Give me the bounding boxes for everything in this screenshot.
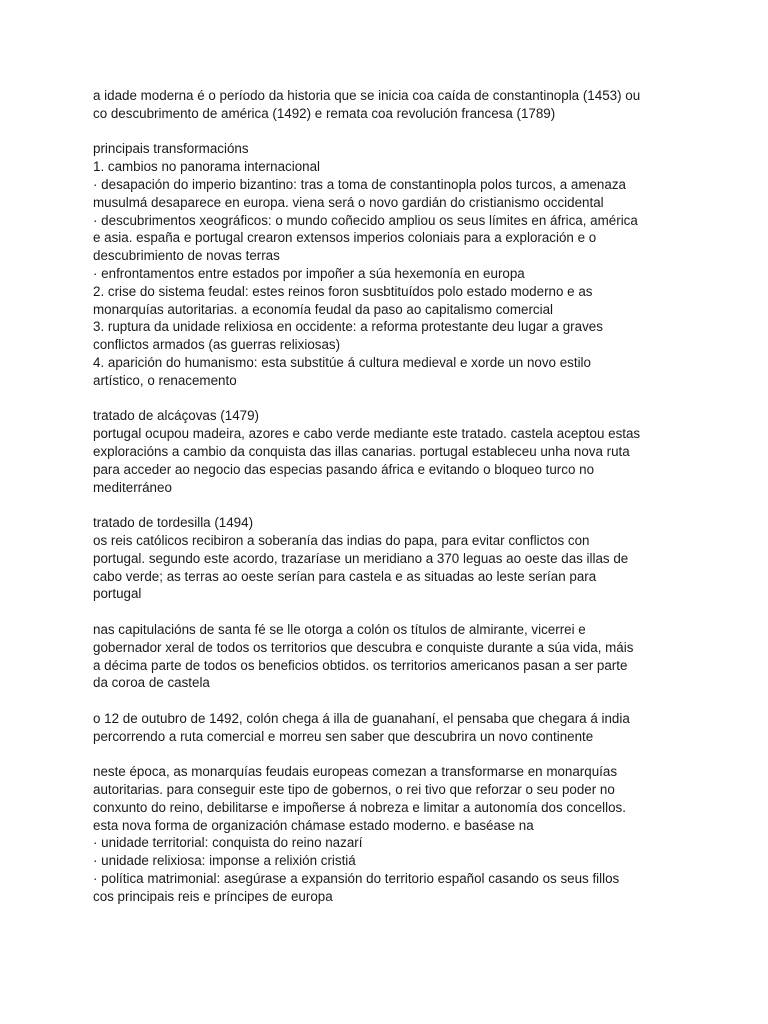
text-line: co descubrimento de américa (1492) e remata coa revolución francesa (1789) <box>93 105 556 121</box>
text-line: cabo verde; as terras ao oeste serían para castela e as situadas ao leste serían para <box>93 568 597 584</box>
text-line: · unidade territorial: conquista do reino nazarí <box>93 835 363 851</box>
text-line: portugal <box>93 586 142 602</box>
text-line: 3. ruptura da unidade relixiosa en occidente: a reforma protestante deu lugar a graves <box>93 319 603 335</box>
text-line: da coroa de castela <box>93 675 210 691</box>
text-line: autoritarias. para conseguir este tipo de gobernos, o rei tivo que reforzar o seu poder no <box>93 782 615 798</box>
text-line: artístico, o renacemento <box>93 372 237 388</box>
text-line: musulmá desaparece en europa. viena será o novo gardián do cristianismo occidental <box>93 194 604 210</box>
section-heading: tratado de alcáçovas (1479) <box>93 408 259 424</box>
text-line: · desapación do imperio bizantino: tras a toma de constantinopla polos turcos, a amenaza <box>93 176 626 192</box>
text-line: esta nova forma de organización chámase estado moderno. e baséase na <box>93 817 534 833</box>
text-line: o 12 de outubro de 1492, colón chega á illa de guanahaní, el pensaba que chegara á india <box>93 710 630 726</box>
text-line: monarquías autoritarias. a economía feudal da paso ao capitalismo comercial <box>93 301 553 317</box>
document-page <box>93 87 693 923</box>
text-line: percorrendo a ruta comercial e morreu sen saber que descubrira un novo continente <box>93 728 594 744</box>
text-line: nas capitulacións de santa fé se lle otorga a colón os títulos de almirante, vicerrei e <box>93 621 586 637</box>
text-line: a idade moderna é o período da historia que se inicia coa caída de constantinopla (1453) ou <box>93 88 641 103</box>
santa-fe-paragraph <box>93 621 693 692</box>
text-line: 4. aparición do humanismo: esta substitúe á cultura medieval e xorde un novo estilo <box>93 354 591 370</box>
monarchies-paragraph <box>93 763 693 905</box>
text-line: · enfrontamentos entre estados por impoñer a súa hexemonía en europa <box>93 265 525 281</box>
text-line: e asia. españa e portugal crearon extensos imperios coloniais para a exploración e o <box>93 230 597 246</box>
text-line: portugal. segundo este acordo, trazaríase un meridiano a 370 leguas ao oeste das illas de <box>93 550 629 566</box>
section-heading: tratado de tordesilla (1494) <box>93 515 254 531</box>
guanahani-paragraph <box>93 710 693 746</box>
tordesillas-section <box>93 514 693 603</box>
text-line: os reis católicos recibiron a soberanía das indias do papa, para evitar conflictos con <box>93 532 590 548</box>
text-line: cos principais reis e príncipes de europa <box>93 888 333 904</box>
intro-paragraph <box>93 87 693 123</box>
text-line: conflictos armados (as guerras relixiosas) <box>93 337 341 353</box>
transformations-section <box>93 140 693 389</box>
text-line: portugal ocupou madeira, azores e cabo verde mediante este tratado. castela aceptou estas <box>93 426 641 442</box>
text-line: neste época, as monarquías feudais europeas comezan a transformarse en monarquías <box>93 764 618 780</box>
text-line: 2. crise do sistema feudal: estes reinos foron susbtituídos polo estado moderno e as <box>93 283 593 299</box>
section-heading: principais transformacións <box>93 141 249 157</box>
text-line: 1. cambios no panorama internacional <box>93 159 321 175</box>
text-line: · descubrimentos xeográficos: o mundo coñecido ampliou os seus límites en áfrica, américa <box>93 212 638 228</box>
text-line: conxunto do reino, debilitarse e impoñerse á nobreza e limitar a autonomía dos concellos. <box>93 799 626 815</box>
text-line: a décima parte de todos os beneficios obtidos. os territorios americanos pasan a ser parte <box>93 657 628 673</box>
text-line: · política matrimonial: asegúrase a expansión do territorio español casando os seus fillos <box>93 871 620 887</box>
text-line: gobernador xeral de todos os territorios que descubra e conquiste durante a súa vida, máis <box>93 639 634 655</box>
text-line: · unidade relixiosa: imponse a relixión cristiá <box>93 853 356 869</box>
text-line: para acceder ao negocio das especias pasando áfrica e evitando o bloqueo turco no <box>93 461 595 477</box>
text-line: mediterráneo <box>93 479 172 495</box>
text-line: exploracións a cambio da conquista das illas canarias. portugal estableceu unha nova ruta <box>93 443 630 459</box>
alcacovas-section <box>93 407 693 496</box>
text-line: descubrimiento de novas terras <box>93 248 280 264</box>
